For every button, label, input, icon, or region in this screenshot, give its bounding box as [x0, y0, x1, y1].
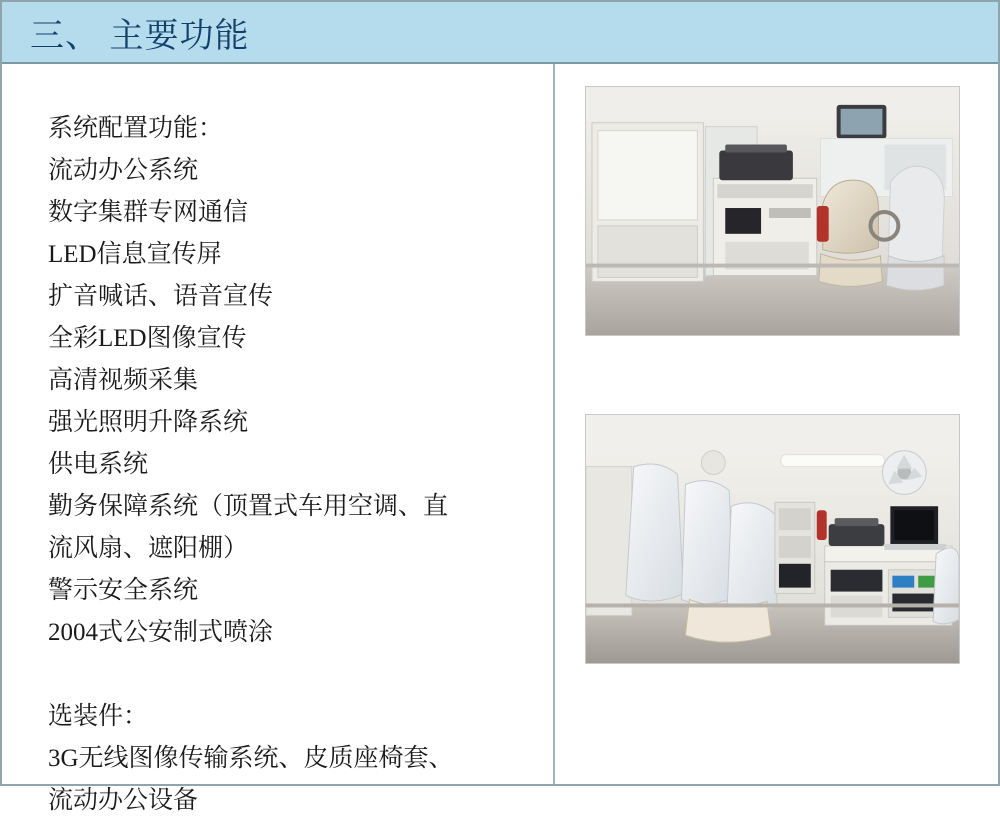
list-item: 扩音喊话、语音宣传: [48, 283, 274, 310]
list-item: 系统配置功能：: [48, 115, 224, 142]
vehicle-interior-photo-top-graphic: [586, 87, 959, 335]
page-title: 三、 主要功能: [30, 17, 250, 55]
list-item: 流风扇、遮阳棚）: [48, 535, 249, 562]
text-column: [2, 64, 555, 814]
list-item: 勤务保障系统（顶置式车用空调、直: [48, 493, 449, 520]
list-item: 流动办公设备: [48, 787, 199, 814]
list-item: 数字集群专网通信: [48, 199, 249, 226]
list-item: 高清视频采集: [48, 367, 199, 394]
list-item: 3G无线图像传输系统、皮质座椅套、: [48, 745, 454, 772]
slide-title-bar: [2, 2, 998, 64]
feature-list: [48, 108, 538, 822]
list-spacer: [48, 654, 538, 696]
list-item: LED信息宣传屏: [48, 241, 222, 268]
list-item: 流动办公系统: [48, 157, 199, 184]
list-item: 供电系统: [48, 451, 149, 478]
list-item: 强光照明升降系统: [48, 409, 249, 436]
image-column: [555, 64, 998, 784]
vehicle-interior-photo-bottom-graphic: [586, 415, 959, 663]
list-item: 警示安全系统: [48, 577, 199, 604]
vehicle-interior-photo-bottom: [585, 414, 960, 664]
list-item: 2004式公安制式喷涂: [48, 619, 274, 646]
vehicle-interior-photo-top: [585, 86, 960, 336]
list-item: 选装件：: [48, 703, 149, 730]
list-item: 全彩LED图像宣传: [48, 325, 247, 352]
slide-body: [2, 64, 998, 814]
